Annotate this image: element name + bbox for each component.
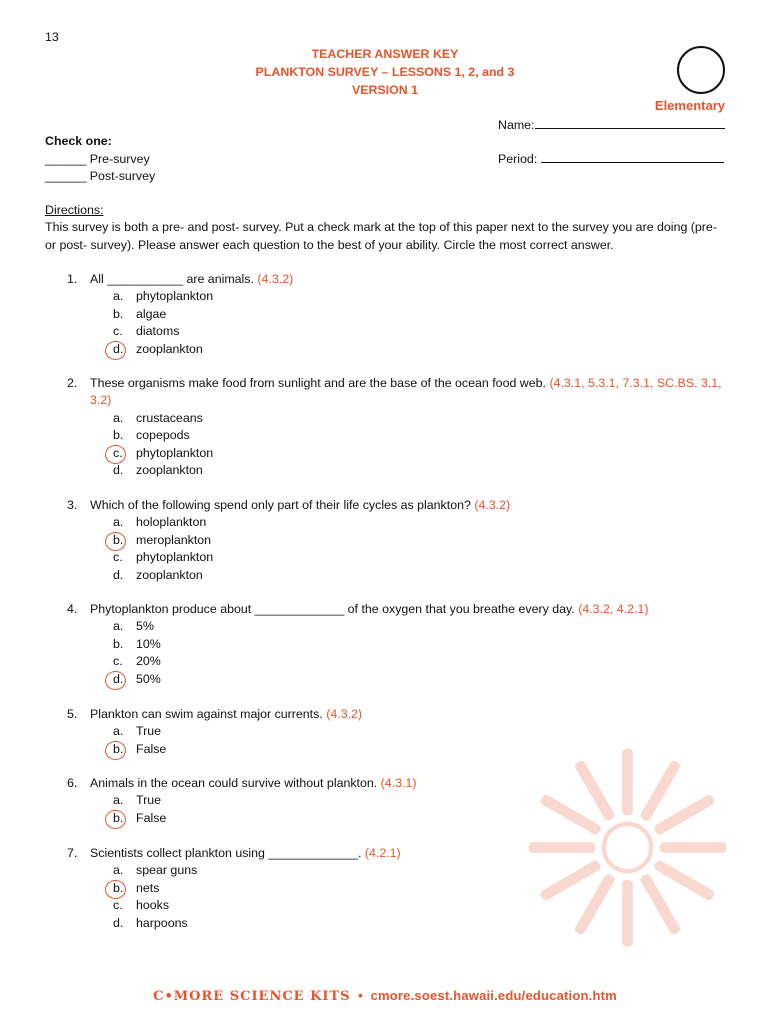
sun-watermark-icon xyxy=(520,740,735,955)
period-field[interactable] xyxy=(498,150,724,166)
answer-option[interactable] xyxy=(0,549,770,566)
question-number: 7. xyxy=(67,846,78,860)
option-text: zooplankton xyxy=(136,341,203,356)
answer-option[interactable] xyxy=(0,567,770,584)
header-title: TEACHER ANSWER KEY xyxy=(311,47,459,61)
standards-code: (4.2.1) xyxy=(364,846,401,860)
standards-code: (4.3.2) xyxy=(257,272,294,286)
question-stem xyxy=(90,497,725,514)
option-letter: c. xyxy=(113,324,123,339)
standards-code: (4.3.1, 5.3.1, 7.3.1, SC.BS. 3.1, 3.2) xyxy=(90,376,722,408)
option-text: copepods xyxy=(136,428,190,443)
option-letter: c. xyxy=(113,654,123,669)
question-number: 5. xyxy=(67,707,78,721)
answer-option[interactable] xyxy=(0,514,770,531)
option-text: phytoplankton xyxy=(136,550,214,565)
footer-url[interactable]: cmore.soest.hawaii.edu/education.htm xyxy=(370,988,617,1003)
name-field[interactable] xyxy=(498,116,725,132)
directions xyxy=(45,202,725,254)
question-number: 1. xyxy=(67,272,78,286)
question-text: These organisms make food from sunlight and are the base of the ocean food web. xyxy=(90,376,546,390)
option-letter: a. xyxy=(113,863,124,878)
period-label: Period: xyxy=(498,152,538,166)
option-letter: b. xyxy=(113,636,124,651)
question-text: All ___________ are animals. xyxy=(90,272,254,286)
question-stem xyxy=(90,706,725,723)
answer-option[interactable] xyxy=(0,323,770,340)
option-letter: a. xyxy=(113,724,124,739)
answer-option[interactable] xyxy=(0,306,770,323)
answer-option[interactable] xyxy=(0,723,770,740)
answer-option[interactable] xyxy=(0,532,770,549)
answer-option[interactable] xyxy=(0,636,770,653)
option-text: harpoons xyxy=(136,915,188,930)
question-text: Animals in the ocean could survive without plankton. xyxy=(90,776,378,790)
option-text: nets xyxy=(136,880,160,895)
option-letter: c. xyxy=(113,550,123,565)
option-letter: a. xyxy=(113,410,124,425)
answer-option[interactable] xyxy=(0,445,770,462)
option-text: holoplankton xyxy=(136,515,207,530)
option-text: phytoplankton xyxy=(136,289,214,304)
footer-logo: C•MORE SCIENCE KITS xyxy=(153,989,351,1004)
option-letter: b. xyxy=(113,810,124,825)
option-text: 5% xyxy=(136,619,154,634)
period-line[interactable] xyxy=(541,150,724,163)
answer-option[interactable] xyxy=(0,462,770,479)
check-title: Check one: xyxy=(45,134,112,148)
level-label: Elementary xyxy=(654,98,725,113)
answer-option[interactable] xyxy=(0,618,770,635)
directions-title: Directions: xyxy=(45,203,104,217)
option-text: spear guns xyxy=(136,863,198,878)
standards-code: (4.3.2) xyxy=(326,707,363,721)
option-letter: d. xyxy=(113,567,124,582)
option-letter: c. xyxy=(113,898,123,913)
option-letter: c. xyxy=(113,445,123,460)
question-stem xyxy=(90,271,725,288)
option-letter: d. xyxy=(113,671,124,686)
standards-code: (4.3.2) xyxy=(474,498,511,512)
option-letter: d. xyxy=(113,341,124,356)
blank-circle-icon xyxy=(677,46,725,94)
footer xyxy=(0,988,770,1004)
option-letter: d. xyxy=(113,462,124,477)
question-number: 3. xyxy=(67,498,78,512)
option-letter: a. xyxy=(113,619,124,634)
question-text: Which of the following spend only part of their life cycles as plankton? xyxy=(90,498,471,512)
option-letter: b. xyxy=(113,532,124,547)
option-text: meroplankton xyxy=(136,532,212,547)
page-number: 13 xyxy=(45,30,59,44)
option-text: zooplankton xyxy=(136,567,203,582)
option-text: zooplankton xyxy=(136,462,203,477)
option-text: False xyxy=(136,810,167,825)
option-text: hooks xyxy=(136,898,170,913)
name-line[interactable] xyxy=(535,116,725,129)
option-text: True xyxy=(136,724,162,739)
option-letter: b. xyxy=(113,880,124,895)
question-text: Phytoplankton produce about _____________ of the oxygen that you breathe every day. xyxy=(90,602,575,616)
answer-option[interactable] xyxy=(0,341,770,358)
question-stem xyxy=(90,375,725,410)
standards-code: (4.3.1) xyxy=(380,776,417,790)
option-letter: b. xyxy=(113,428,124,443)
option-letter: a. xyxy=(113,289,124,304)
check-post-survey[interactable]: ______ Post-survey xyxy=(45,169,156,183)
option-text: phytoplankton xyxy=(136,445,214,460)
question-number: 2. xyxy=(67,376,78,390)
option-letter: b. xyxy=(113,306,124,321)
question-text: Plankton can swim against major currents. xyxy=(90,707,323,721)
answer-option[interactable] xyxy=(0,671,770,688)
option-text: False xyxy=(136,741,167,756)
option-text: crustaceans xyxy=(136,410,203,425)
page-header xyxy=(0,45,770,99)
option-letter: a. xyxy=(113,515,124,530)
footer-separator: • xyxy=(358,988,363,1003)
option-text: 20% xyxy=(136,654,161,669)
standards-code: (4.3.2, 4.2.1) xyxy=(578,602,649,616)
option-text: 50% xyxy=(136,671,161,686)
option-text: algae xyxy=(136,306,167,321)
question-stem xyxy=(90,601,725,618)
option-text: diatoms xyxy=(136,324,180,339)
option-letter: b. xyxy=(113,741,124,756)
answer-option[interactable] xyxy=(0,653,770,670)
header-version: VERSION 1 xyxy=(351,83,419,97)
answer-option[interactable] xyxy=(0,288,770,305)
question-number: 6. xyxy=(67,776,78,790)
answer-option[interactable] xyxy=(0,410,770,427)
header-subtitle: PLANKTON SURVEY – LESSONS 1, 2, and 3 xyxy=(255,65,515,79)
question-text: Scientists collect plankton using _____________. xyxy=(90,846,362,860)
option-text: 10% xyxy=(136,636,161,651)
directions-text: This survey is both a pre- and post- survey. Put a check mark at the top of this paper next to the survey you are doing (pre- or post- survey). Please answer each question to the best of your ability. Circle the most correct answer. xyxy=(45,220,717,252)
option-letter: a. xyxy=(113,793,124,808)
question-number: 4. xyxy=(67,602,78,616)
survey-type-check xyxy=(45,133,155,186)
name-label: Name: xyxy=(498,118,535,132)
answer-option[interactable] xyxy=(0,427,770,444)
option-text: True xyxy=(136,793,162,808)
check-pre-survey[interactable]: ______ Pre-survey xyxy=(45,151,150,166)
option-letter: d. xyxy=(113,915,124,930)
